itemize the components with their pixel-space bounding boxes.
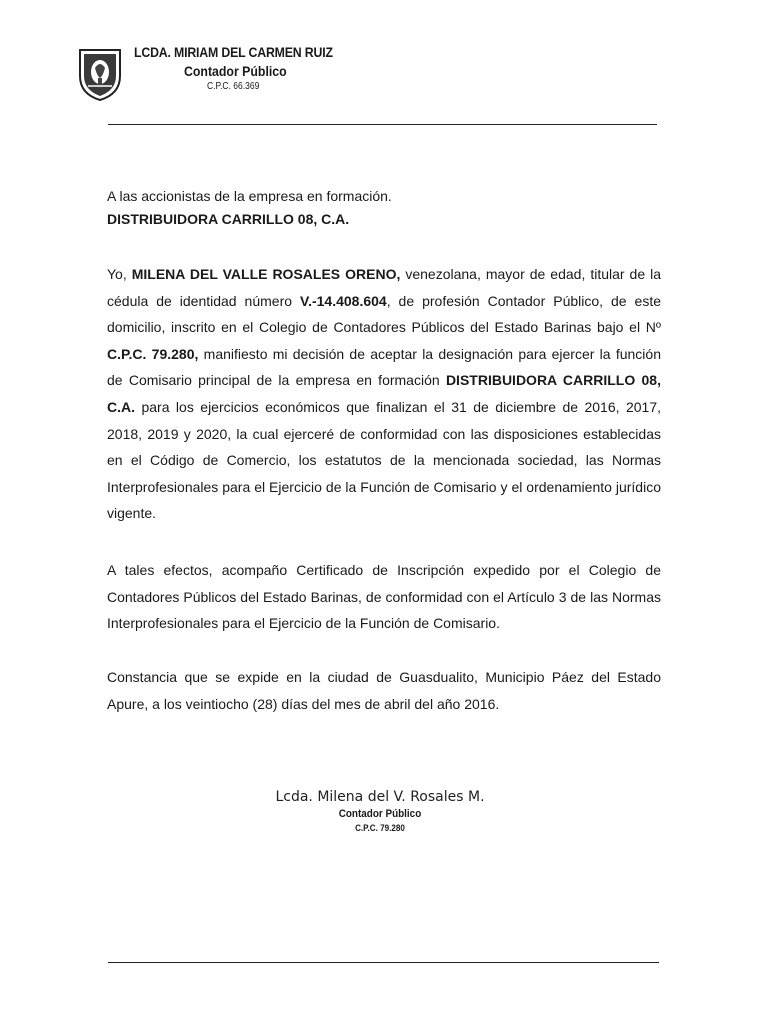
letterhead-name: LCDA. MIRIAM DEL CARMEN RUIZ bbox=[134, 44, 333, 60]
paragraph-declaration bbox=[107, 261, 661, 527]
footer-divider bbox=[108, 962, 659, 963]
p1-text-2: venezolana, mayor de edad, titular de la cédula de identidad número bbox=[107, 266, 662, 309]
p1-text-5: para los ejercicios económicos que finalizan el 31 de diciembre de 2016, 2017, 2018, 2019 y 2020, la cual ejerceré de conformidad con las disposiciones establecidas en el Código de Comercio, los estatutos de la mencionada sociedad, las Normas Interprofesionales para el Ejercicio de la Función de Comisario y el ordenamiento jurídico vigente. bbox=[107, 398, 661, 522]
paragraph-attachment: A tales efectos, acompaño Certificado de Inscripción expedido por el Colegio de Contadores Públicos del Estado Barinas, de conformidad con el Artículo 3 de las Normas Interprofesionales para el Ejercicio de la Función de Comisario. bbox=[107, 562, 661, 632]
letterhead-title: Contador Público bbox=[184, 63, 287, 79]
p1-text-1: Yo, bbox=[107, 266, 132, 282]
p1-company-name: DISTRIBUIDORA CARRILLO 08, C.A. bbox=[107, 372, 661, 415]
id-number: V.-14.408.604 bbox=[300, 292, 387, 309]
letterhead-cpc: C.P.C. 66.369 bbox=[207, 81, 260, 92]
p1-text-4: manifiesto mi decisión de aceptar la designación para ejercer la función de Comisario principal de la empresa en formación bbox=[107, 345, 661, 389]
company-name: DISTRIBUIDORA CARRILLO 08, C.A. bbox=[107, 211, 350, 227]
signature-title: Contador Público bbox=[338, 808, 422, 820]
signature-name: Lcda. Milena del V. Rosales M. bbox=[275, 789, 485, 805]
signer-name: MILENA DEL VALLE ROSALES ORENO, bbox=[131, 266, 401, 282]
signature-cpc: C.P.C. 79.280 bbox=[355, 823, 405, 833]
header-divider bbox=[108, 124, 657, 125]
p1-text-3: , de profesión Contador Público, de este domicilio, inscrito en el Colegio de Contadores Públicos del Estado Barinas bajo el Nº bbox=[107, 292, 662, 336]
paragraph-constancia: Constancia que se expide en la ciudad de Guasdualito, Municipio Páez del Estado Apure, a los veintiocho (28) días del mes de abril del año 2016. bbox=[107, 669, 661, 712]
signer-cpc: C.P.C. 79.280, bbox=[107, 345, 199, 362]
seal-logo-icon bbox=[76, 46, 124, 102]
addressee-line: A las accionistas de la empresa en formación. bbox=[107, 188, 392, 204]
